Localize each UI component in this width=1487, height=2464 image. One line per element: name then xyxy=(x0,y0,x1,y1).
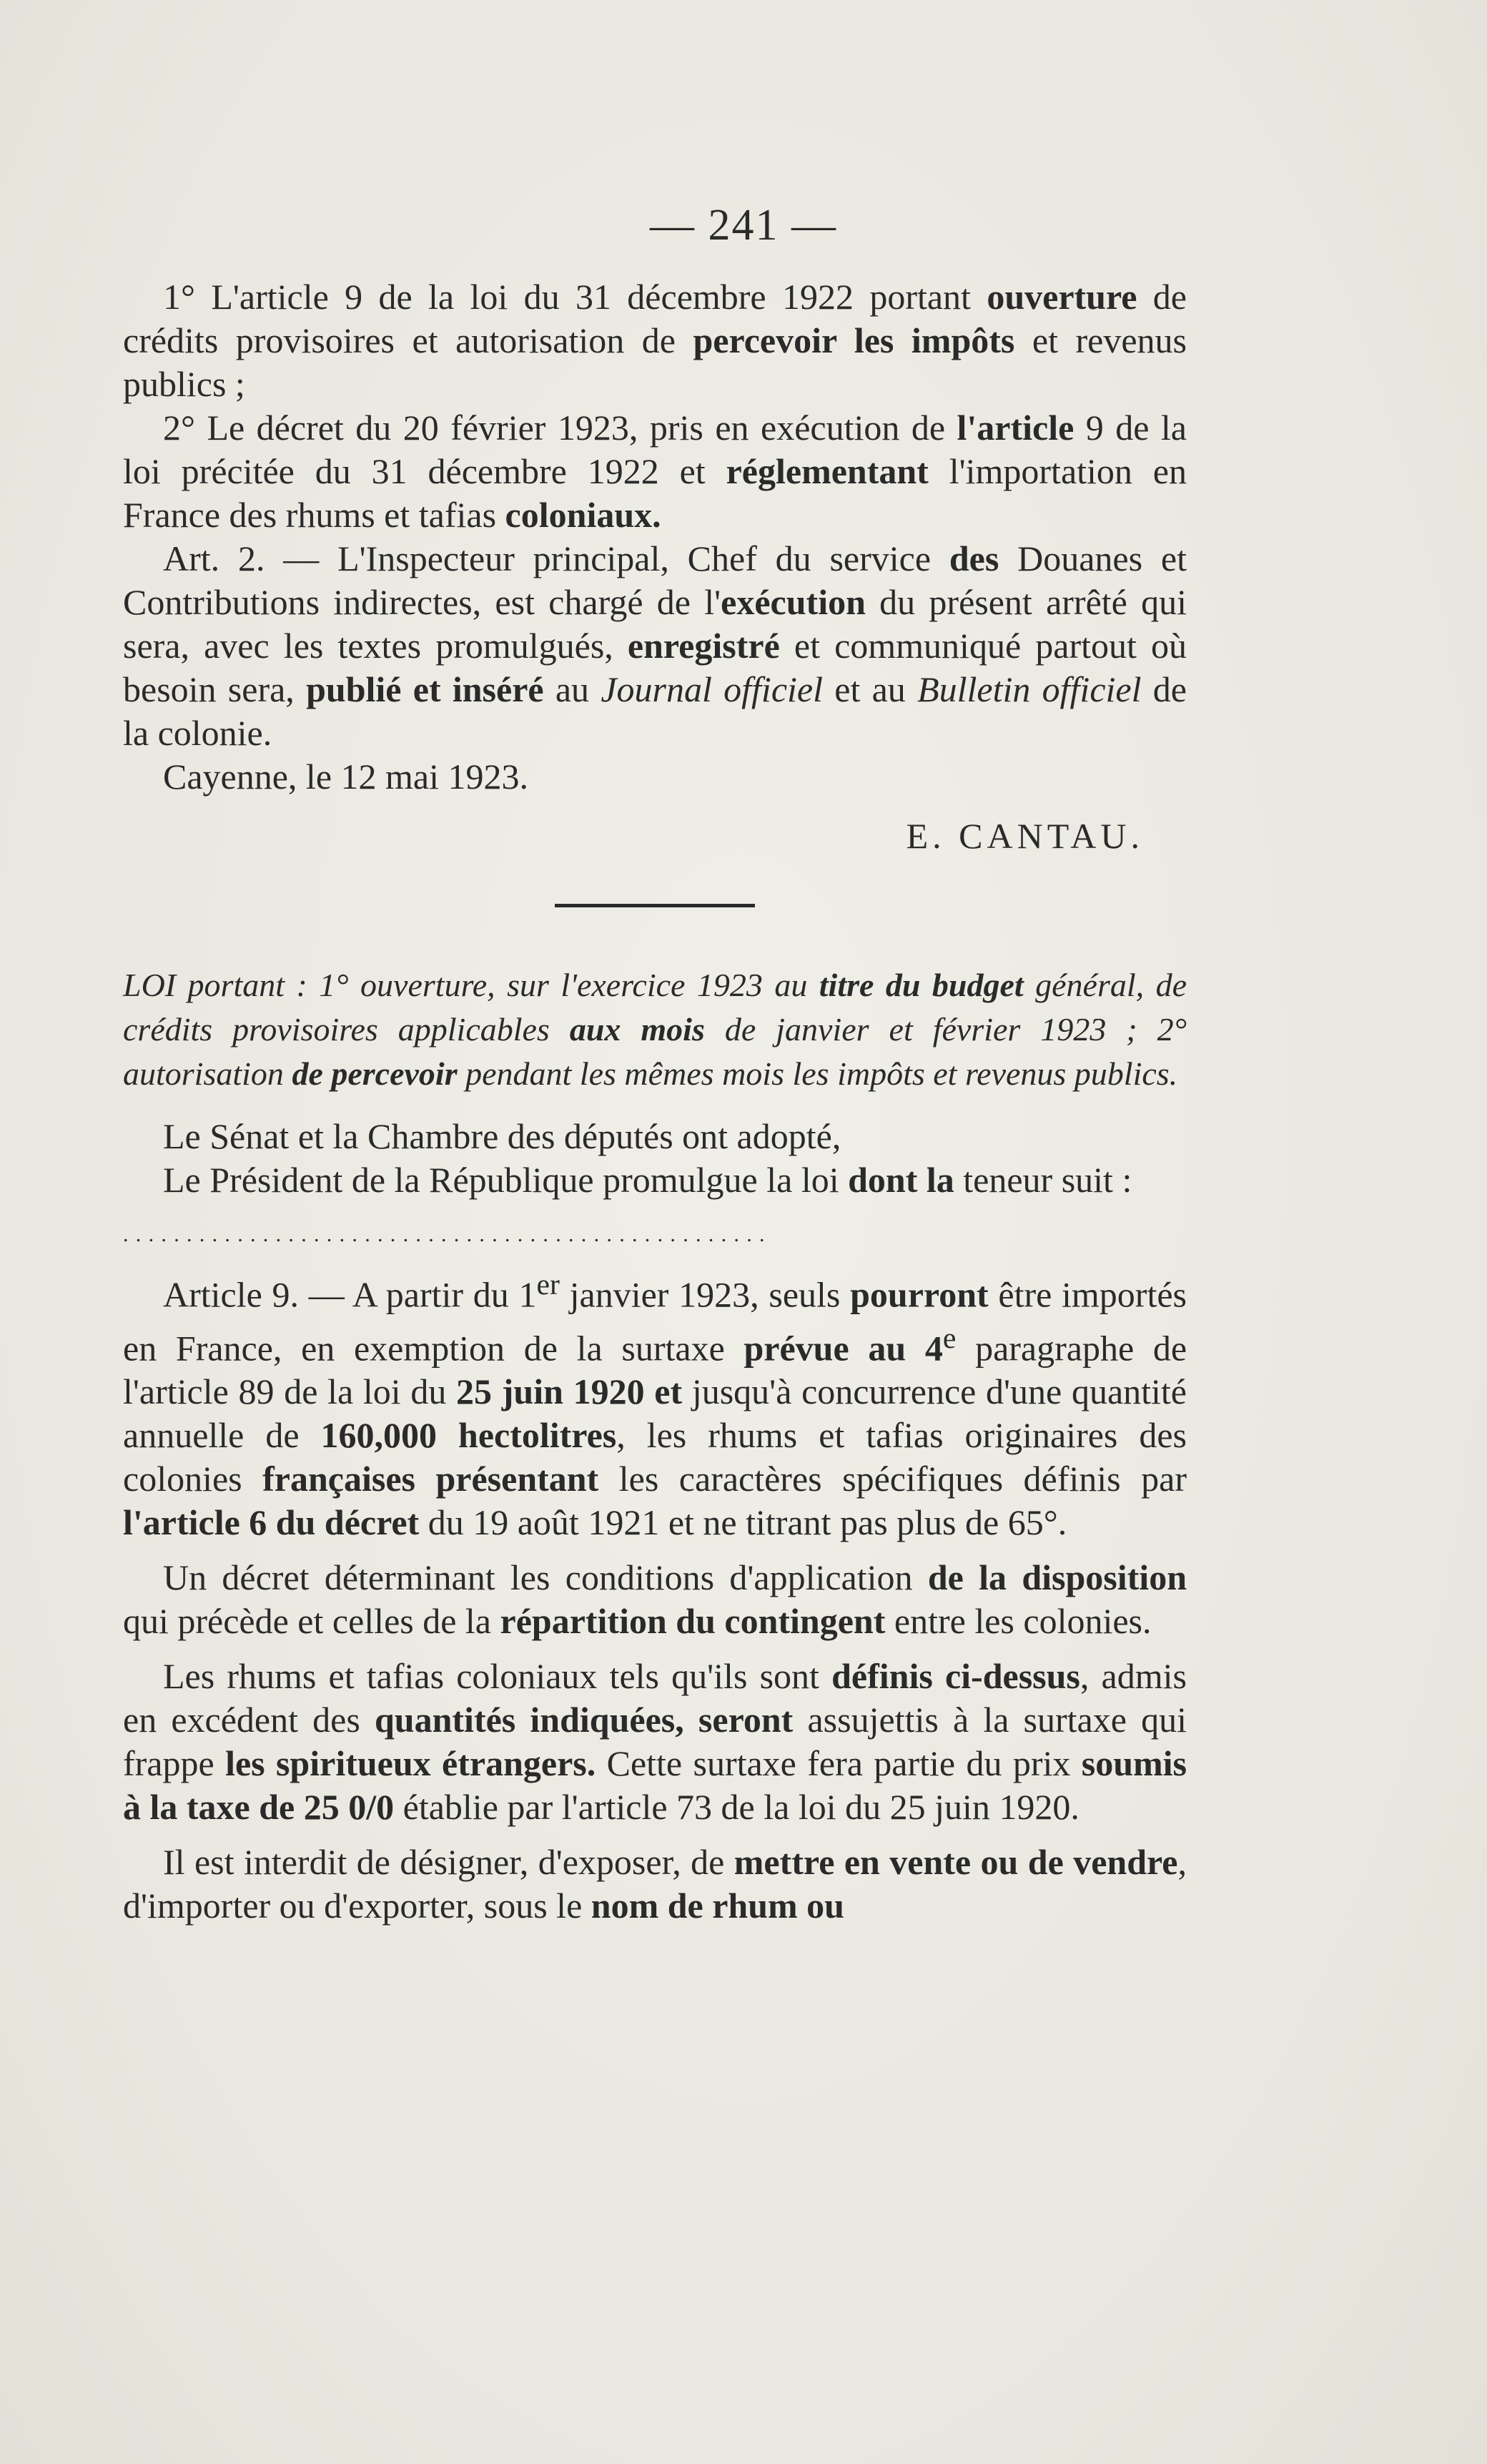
elision-dots: ................................................... xyxy=(123,1223,772,1246)
paragraph-rhums: Les rhums et tafias coloniaux tels qu'ils sont définis ci-dessus, admis en excédent des quantités indiquées, seront assujettis à la surtaxe qui frappe les spiritueux étrangers. Cette surtaxe fera partie du prix soumis à la taxe de 25 0/0 établie par l'article 73 de la loi du 25 juin 1920. xyxy=(123,1656,1187,1828)
paragraph-article-2: Art. 2. — L'Inspecteur principal, Chef du service des Douanes et Contributions indirectes, est chargé de l'exécution du présent arrêté qui sera, avec les textes promulgués, enregistré et communiqué partout où besoin sera, publié et inséré au Journal officiel et au Bulletin officiel de la colonie. xyxy=(123,538,1187,753)
text-column xyxy=(123,275,1187,1928)
signature-line xyxy=(123,814,1187,858)
date-line: Cayenne, le 12 mai 1923. xyxy=(163,757,528,797)
law-title: LOI portant : 1° ouverture, sur l'exercice 1923 au titre du budget général, de crédits provisoires applicables aux mois de janvier et février 1923 ; 2° autorisation de percevoir pendant les mêmes mois les impôts et revenus publics. xyxy=(123,967,1187,1092)
page-number: — 241 — xyxy=(650,201,837,250)
paragraph-article-9: Article 9. — A partir du 1er janvier 1923, seuls pourront être importés en France, en exemption de la surtaxe prévue au 4e paragraphe de l'article 89 de la loi du 25 juin 1920 et jusqu'à concurrence d'une quantité annuelle de 160,000 hectolitres, les rhums et tafias originaires des colonies françaises présentant les caractères spécifiques définis par l'article 6 du décret du 19 août 1921 et ne titrant pas plus de 65°. xyxy=(123,1268,1187,1543)
paragraph-decret: Un décret déterminant les conditions d'application de la disposition qui précède et celles de la répartition du contingent entre les colonies. xyxy=(123,1557,1187,1642)
promulgation-line: Le Président de la République promulgue la loi dont la teneur suit : xyxy=(163,1160,1132,1200)
paragraph-interdit: Il est interdit de désigner, d'exposer, de mettre en vente ou de vendre, d'importer ou d'exporter, sous le nom de rhum ou xyxy=(123,1842,1187,1926)
section-divider xyxy=(555,904,755,907)
adoption-line: Le Sénat et la Chambre des députés ont adopté, xyxy=(163,1116,841,1156)
paragraph-item-2: 2° Le décret du 20 février 1923, pris en exécution de l'article 9 de la loi précitée du 31 décembre 1922 et réglementant l'importation en France des rhums et tafias coloniaux. xyxy=(123,408,1187,535)
paragraph-item-1: 1° L'article 9 de la loi du 31 décembre 1922 portant ouverture de crédits provisoires et autorisation de percevoir les impôts et revenus publics ; xyxy=(123,277,1187,404)
signature: E. CANTAU. xyxy=(906,816,1144,856)
